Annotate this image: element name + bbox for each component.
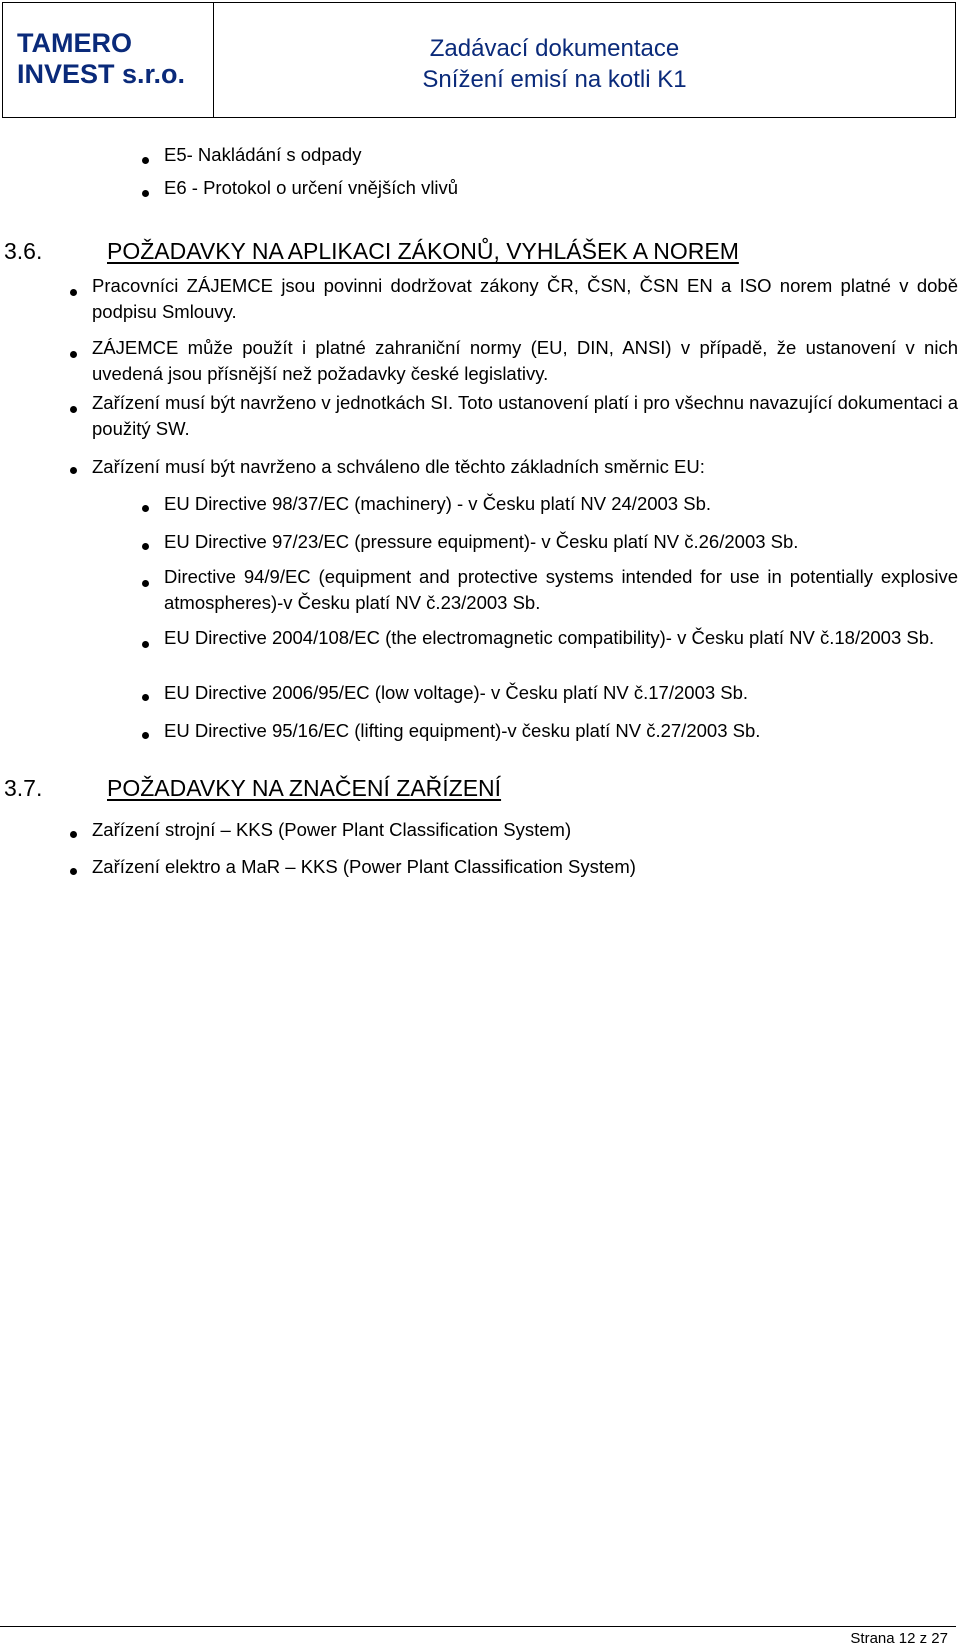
- page-header: [2, 2, 956, 118]
- bullet-icon: [142, 694, 149, 701]
- sub-list-item: Directive 94/9/EC (equipment and protective systems intended for use in potentially explosive atmospheres)-v Česku platí NV č.23/2003 Sb.: [164, 566, 958, 613]
- section-heading: POŽADAVKY NA ZNAČENÍ ZAŘÍZENÍ: [107, 775, 502, 801]
- sub-list-item: EU Directive 2004/108/EC (the electromagnetic compatibility)- v Česku platí NV č.18/2003 Sb.: [164, 627, 935, 648]
- bullet-icon: [142, 580, 149, 587]
- company-line-1: TAMERO: [17, 28, 132, 58]
- list-item: Zařízení strojní – KKS (Power Plant Classification System): [92, 819, 572, 840]
- bullet-icon: [142, 543, 149, 550]
- bullet-icon: [70, 351, 77, 358]
- company-line-2: INVEST s.r.o.: [17, 59, 186, 89]
- title-line-1: Zadávací dokumentace: [429, 35, 680, 62]
- list-item: E6 - Protokol o určení vnějších vlivů: [164, 177, 459, 198]
- sub-list-item: EU Directive 98/37/EC (machinery) - v Česku platí NV 24/2003 Sb.: [164, 493, 712, 514]
- bullet-icon: [70, 406, 77, 413]
- bullet-icon: [70, 831, 77, 838]
- bullet-icon: [70, 289, 77, 296]
- title-line-2: Snížení emisí na kotli K1: [422, 66, 687, 93]
- list-item: Zařízení elektro a MaR – KKS (Power Plant Classification System): [92, 856, 636, 877]
- footer-divider: [0, 1626, 956, 1627]
- bullet-icon: [70, 868, 77, 875]
- list-item: Pracovníci ZÁJEMCE jsou povinni dodržovat zákony ČR, ČSN, ČSN EN a ISO norem platné v době podpisu Smlouvy.: [92, 275, 958, 322]
- list-item: ZÁJEMCE může použít i platné zahraniční normy (EU, DIN, ANSI) v případě, že ustanovení v nich uvedená jsou přísnější než požadavky české legislativy.: [92, 337, 958, 384]
- bullet-icon: [142, 641, 149, 648]
- list-item: Zařízení musí být navrženo a schváleno dle těchto základních směrnic EU:: [92, 456, 705, 477]
- list-item: Zařízení musí být navrženo v jednotkách SI. Toto ustanovení platí i pro všechnu navazující dokumentaci a použitý SW.: [92, 392, 958, 439]
- sub-list-item: EU Directive 95/16/EC (lifting equipment)-v česku platí NV č.27/2003 Sb.: [164, 720, 761, 741]
- section-number: 3.7.: [4, 775, 43, 801]
- sub-list-item: EU Directive 97/23/EC (pressure equipment)- v Česku platí NV č.26/2003 Sb.: [164, 531, 799, 552]
- section-heading: POŽADAVKY NA APLIKACI ZÁKONŮ, VYHLÁŠEK A NOREM: [107, 238, 739, 264]
- bullet-icon: [70, 467, 77, 474]
- page-number: Strana 12 z 27: [850, 1630, 948, 1647]
- document-title: [214, 3, 955, 117]
- bullet-icon: [142, 732, 149, 739]
- bullet-icon: [142, 157, 149, 164]
- list-item: E5- Nakládání s odpady: [164, 144, 362, 165]
- company-name: [3, 3, 214, 117]
- bullet-icon: [142, 505, 149, 512]
- section-number: 3.6.: [4, 238, 43, 264]
- sub-list-item: EU Directive 2006/95/EC (low voltage)- v Česku platí NV č.17/2003 Sb.: [164, 682, 749, 703]
- bullet-icon: [142, 190, 149, 197]
